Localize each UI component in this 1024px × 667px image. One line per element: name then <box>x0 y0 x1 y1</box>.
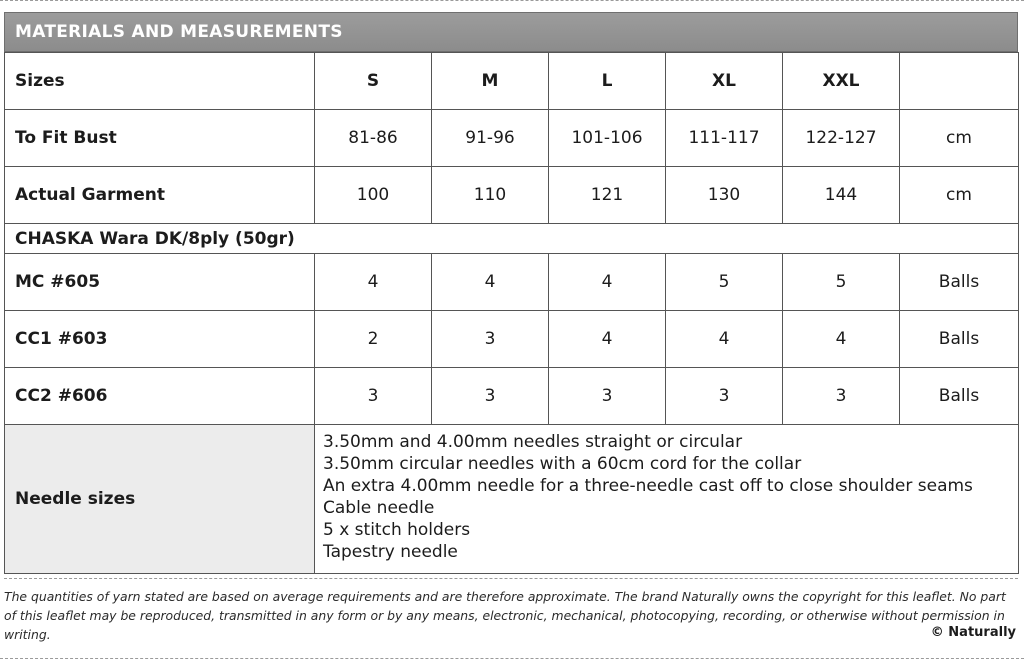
table-cell: 3 <box>666 368 783 425</box>
size-m: M <box>432 53 549 110</box>
unit-cell-cc2: Balls <box>900 368 1019 425</box>
unit-cell-cc1: Balls <box>900 311 1019 368</box>
size-xl: XL <box>666 53 783 110</box>
size-xxl: XXL <box>783 53 900 110</box>
copyright-note: The quantities of yarn stated are based on average requirements and are therefore approximate. The brand Naturally owns the copyright for this leaflet. No part of this leaflet may be reproduced, transmitted in any form or by any means, electronic, mechanical, photocopying, recording, or otherwise without permission in writing. <box>4 589 1006 642</box>
table-cell: 3 <box>549 368 666 425</box>
table-cell: 4 <box>666 311 783 368</box>
size-s: S <box>315 53 432 110</box>
row-label-cc2: CC2 #606 <box>5 368 315 425</box>
table-cell: 3 <box>783 368 900 425</box>
table-cell: 5 <box>666 254 783 311</box>
list-item: 3.50mm circular needles with a 60cm cord for the collar <box>323 454 802 474</box>
table-cell: 100 <box>315 167 432 224</box>
table-row-mc <box>5 254 1019 311</box>
section-title: MATERIALS AND MEASUREMENTS <box>15 22 343 42</box>
table-cell: 4 <box>432 254 549 311</box>
size-l: L <box>549 53 666 110</box>
table-row-cc1 <box>5 311 1019 368</box>
table-cell: 91-96 <box>432 110 549 167</box>
list-item: 3.50mm and 4.00mm needles straight or circular <box>323 432 743 452</box>
table-cell: 122-127 <box>783 110 900 167</box>
row-label-garment: Actual Garment <box>5 167 315 224</box>
table-cell: 81-86 <box>315 110 432 167</box>
table-cell: 3 <box>432 311 549 368</box>
row-label-cc1: CC1 #603 <box>5 311 315 368</box>
list-item: An extra 4.00mm needle for a three-needle cast off to close shoulder seams <box>323 476 973 496</box>
table-row-sizes <box>5 53 1019 110</box>
table-row-cc2 <box>5 368 1019 425</box>
table-cell: 130 <box>666 167 783 224</box>
brand-credit: © Naturally <box>930 625 1016 640</box>
needle-list <box>315 425 1019 574</box>
table-cell: 4 <box>315 254 432 311</box>
table-cell: 3 <box>315 368 432 425</box>
table-cell: 5 <box>783 254 900 311</box>
unit-cell-sizes <box>900 53 1019 110</box>
footer <box>4 578 1018 644</box>
row-label-bust: To Fit Bust <box>5 110 315 167</box>
table-row-needles <box>5 425 1019 574</box>
unit-cell-mc: Balls <box>900 254 1019 311</box>
table-row-bust <box>5 110 1019 167</box>
table-cell: 121 <box>549 167 666 224</box>
table-cell: 3 <box>432 368 549 425</box>
table-cell: 144 <box>783 167 900 224</box>
table-cell: 4 <box>549 254 666 311</box>
row-label-needles: Needle sizes <box>5 425 315 574</box>
yarn-heading: CHASKA Wara DK/8ply (50gr) <box>5 224 1019 254</box>
row-label-mc: MC #605 <box>5 254 315 311</box>
table-cell: 111-117 <box>666 110 783 167</box>
unit-cell-bust: cm <box>900 110 1019 167</box>
table-cell: 4 <box>783 311 900 368</box>
table-cell: 2 <box>315 311 432 368</box>
table-row-garment <box>5 167 1019 224</box>
section-header <box>4 12 1018 52</box>
unit-cell-garment: cm <box>900 167 1019 224</box>
materials-table-panel <box>4 12 1018 574</box>
measurements-table <box>4 52 1019 574</box>
bottom-dashed-rule <box>0 658 1024 659</box>
table-row-yarn-heading <box>5 224 1019 254</box>
list-item: 5 x stitch holders <box>323 520 471 540</box>
list-item: Tapestry needle <box>323 542 458 562</box>
top-dashed-rule <box>0 0 1024 1</box>
table-cell: 4 <box>549 311 666 368</box>
table-cell: 110 <box>432 167 549 224</box>
table-cell: 101-106 <box>549 110 666 167</box>
row-label-sizes: Sizes <box>5 53 315 110</box>
list-item: Cable needle <box>323 498 435 518</box>
